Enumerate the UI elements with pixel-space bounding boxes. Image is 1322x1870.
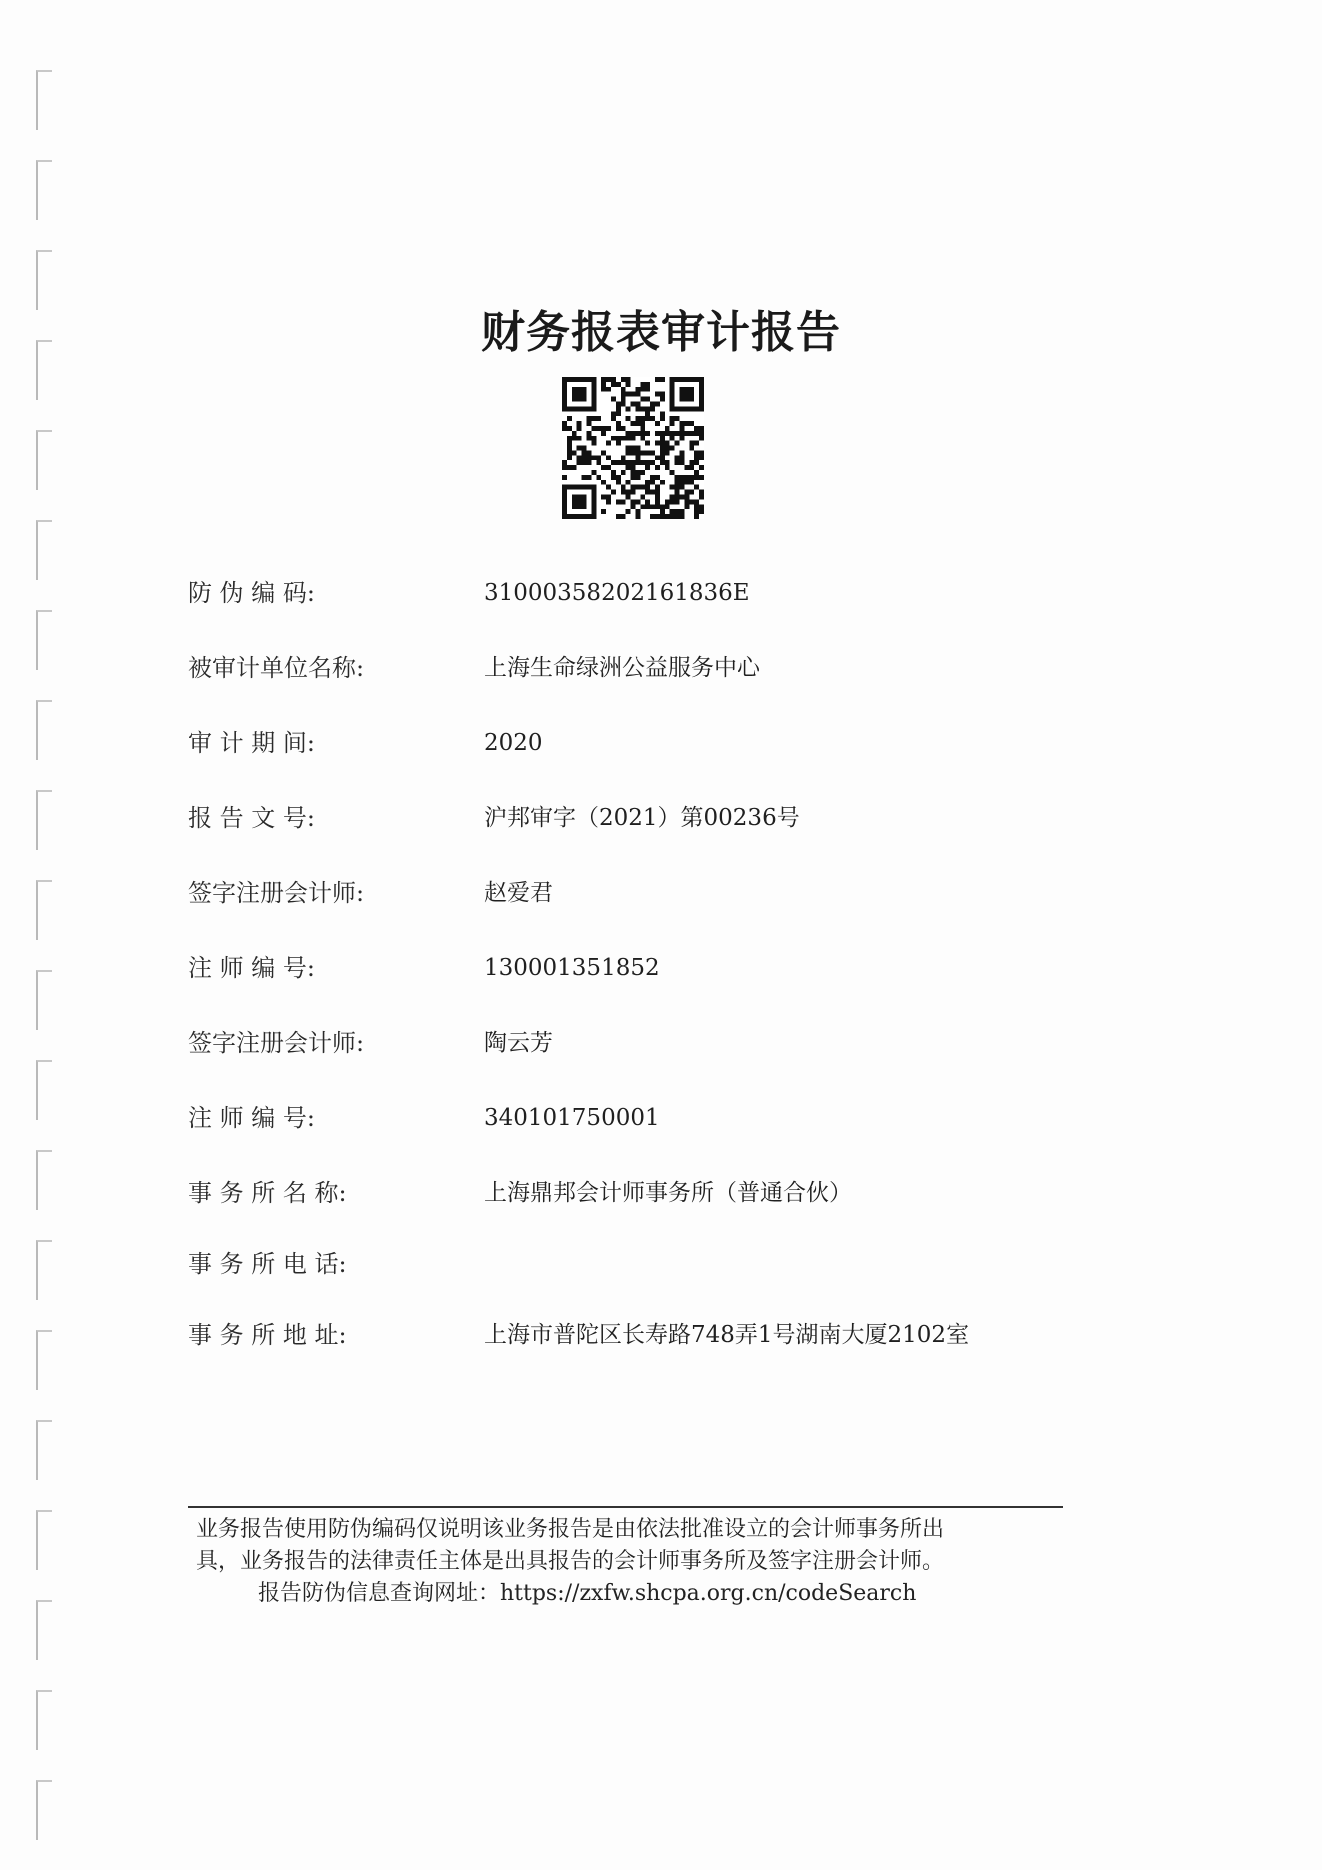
field-row-audited-entity	[188, 648, 1148, 688]
field-value: 31000358202161836E	[484, 580, 750, 606]
binding-marks	[30, 0, 60, 1870]
binding-mark	[36, 1690, 52, 1750]
field-row-signing-cpa-1	[188, 873, 1148, 913]
binding-mark	[36, 1150, 52, 1210]
field-row-cpa-number-2	[188, 1098, 1148, 1138]
binding-mark	[36, 790, 52, 850]
footnote-line: 具，业务报告的法律责任主体是出具报告的会计师事务所及签字注册会计师。	[196, 1549, 945, 1574]
field-label: 事 务 所 名 称:	[188, 1179, 347, 1207]
binding-mark	[36, 1240, 52, 1300]
field-label: 事 务 所 电 话:	[188, 1250, 347, 1278]
binding-mark	[36, 1420, 52, 1480]
field-value: 上海生命绿洲公益服务中心	[484, 655, 760, 681]
field-label: 被审计单位名称:	[188, 654, 365, 682]
binding-mark	[36, 70, 52, 130]
binding-mark	[36, 1600, 52, 1660]
field-label: 注 师 编 号:	[188, 1104, 315, 1132]
field-value: 上海市普陀区长寿路748弄1号湖南大厦2102室	[484, 1322, 970, 1348]
field-label: 事 务 所 地 址:	[188, 1321, 347, 1349]
binding-mark	[36, 610, 52, 670]
report-title: 财务报表审计报告	[481, 307, 841, 358]
footnote-line: 业务报告使用防伪编码仅说明该业务报告是由依法批准设立的会计师事务所出	[196, 1517, 945, 1542]
field-value: 赵爱君	[484, 880, 553, 906]
field-label: 审 计 期 间:	[188, 729, 315, 757]
field-row-firm-phone	[188, 1244, 1148, 1284]
field-row-audit-period	[188, 723, 1148, 763]
field-label: 注 师 编 号:	[188, 954, 315, 982]
field-row-cpa-number-1	[188, 948, 1148, 988]
binding-mark	[36, 520, 52, 580]
binding-mark	[36, 430, 52, 490]
field-value: 上海鼎邦会计师事务所（普通合伙）	[484, 1180, 852, 1206]
field-label: 签字注册会计师:	[188, 879, 365, 907]
field-value: 340101750001	[484, 1105, 660, 1131]
field-row-signing-cpa-2	[188, 1023, 1148, 1063]
footnote-divider	[188, 1506, 1063, 1508]
field-row-report-number	[188, 798, 1148, 838]
binding-mark	[36, 1780, 52, 1840]
footnote-verification-url: 报告防伪信息查询网址：https://zxfw.shcpa.org.cn/codeSearch	[258, 1581, 917, 1606]
qr-code	[562, 377, 704, 519]
field-label: 防 伪 编 码:	[188, 579, 315, 607]
binding-mark	[36, 700, 52, 760]
field-value: 陶云芳	[484, 1030, 553, 1056]
footnote	[196, 1514, 1076, 1610]
field-row-anti-counterfeit	[188, 573, 1148, 613]
binding-mark	[36, 1510, 52, 1570]
binding-mark	[36, 160, 52, 220]
field-label: 报 告 文 号:	[188, 804, 315, 832]
field-value: 130001351852	[484, 955, 660, 981]
binding-mark	[36, 1060, 52, 1120]
field-row-firm-address	[188, 1315, 1148, 1355]
field-value: 沪邦审字（2021）第00236号	[484, 805, 800, 831]
binding-mark	[36, 880, 52, 940]
field-label: 签字注册会计师:	[188, 1029, 365, 1057]
binding-mark	[36, 970, 52, 1030]
field-row-firm-name	[188, 1173, 1148, 1213]
binding-mark	[36, 1330, 52, 1390]
field-value: 2020	[484, 730, 543, 756]
